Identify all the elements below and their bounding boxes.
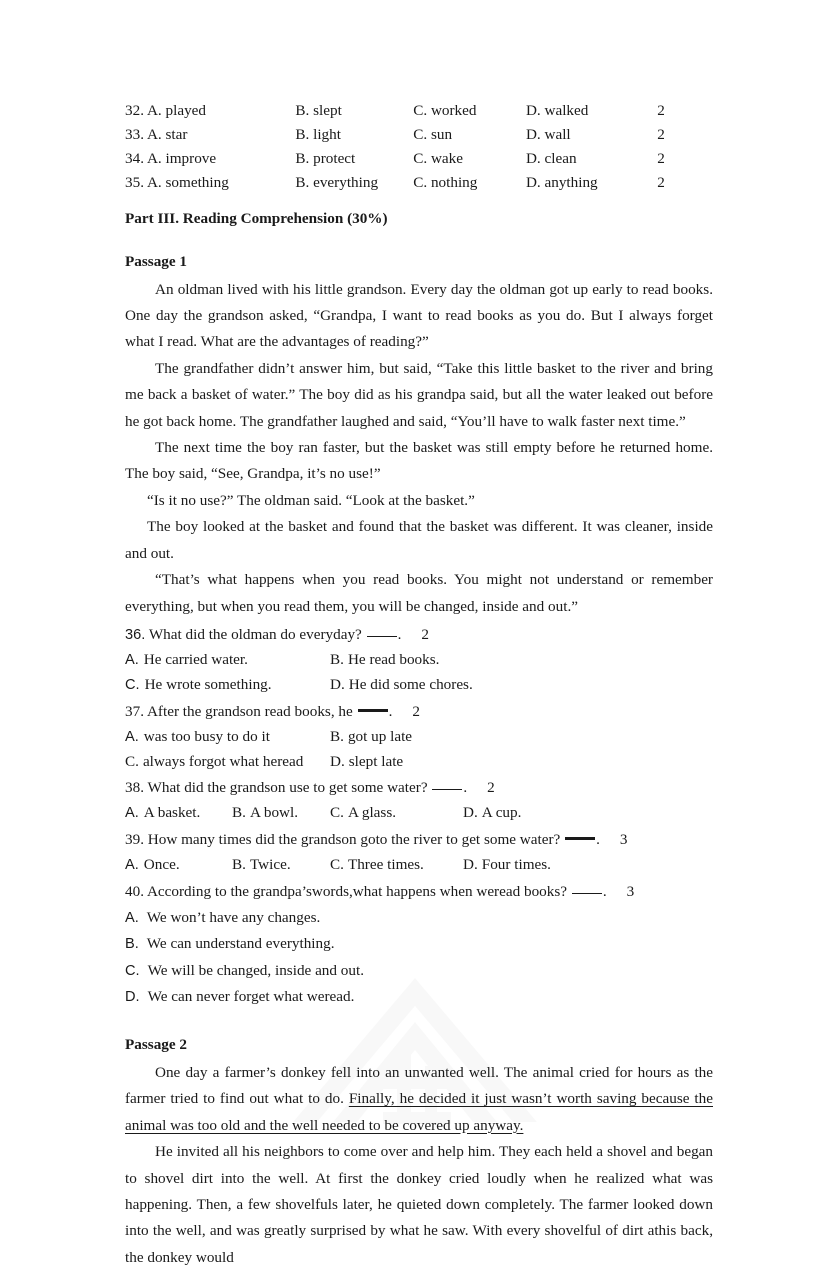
cloze-options-table [125,100,713,196]
cloze-item-number: 34. [125,149,144,167]
option-label: D. [125,989,140,1006]
option-text: We can understand everything. [146,935,335,953]
answer-blank[interactable] [572,893,602,894]
answer-blank[interactable] [432,789,462,790]
cloze-score: 2 [657,173,665,191]
passage-1-questions [125,623,713,1010]
option-row [125,648,713,672]
option-row [125,801,713,825]
answer-option[interactable] [125,725,330,749]
cloze-option-b: B. slept [295,102,342,119]
question-text: How many times did the grandson goto the river to get some water? [147,830,561,848]
table-row [125,100,713,124]
option-label: D. [330,675,345,693]
cloze-option-a: A. something [146,173,229,191]
option-row [125,750,713,773]
answer-option[interactable] [330,725,412,749]
question-line [125,700,713,724]
option-text: He read books. [347,650,440,668]
question-trailing-punctuation: . [602,882,607,900]
question-text: What did the grandson use to get some water? [147,778,428,796]
answer-option[interactable] [330,801,463,825]
option-label: A. [125,804,139,821]
option-text: Four times. [481,855,551,873]
table-row [125,172,713,196]
option-label: D. [463,855,478,873]
cloze-item-number: 32. [125,102,144,119]
question-number: 37. [125,702,144,720]
cloze-score: 2 [657,125,665,143]
option-label: B. [330,650,344,668]
option-text: We won’t have any changes. [146,908,321,926]
option-text: A bowl. [249,803,299,821]
answer-option[interactable] [232,801,330,825]
option-text: A basket. [143,803,201,821]
question-line [125,828,713,852]
cloze-item-number: 35. [125,173,144,191]
option-text: Twice. [249,855,291,873]
option-label: C. [330,803,344,821]
cloze-option-a: A. played [146,102,206,119]
cloze-option-d: D. wall [525,125,571,143]
cloze-option-d: D. clean [525,149,577,167]
question-line [125,776,713,800]
passage-1-paragraph: The boy looked at the basket and found that the basket was different. It was cleaner, inside and out. [125,518,713,562]
cloze-item-number-and-option-a [125,124,295,148]
option-label: B. [232,855,246,873]
cloze-option-a: A. star [146,125,188,143]
option-label: C. [125,676,140,693]
question-line [125,880,713,904]
answer-blank[interactable] [358,709,388,712]
option-label: B. [330,727,344,745]
question-number: 36. [125,626,146,643]
answer-option[interactable] [125,959,713,984]
question-number: 39. [125,830,144,848]
option-row [125,725,713,749]
option-label: D. [463,803,478,821]
option-text: slept late [348,752,404,770]
passage-2-heading: Passage 2 [125,1035,188,1053]
question-text: What did the oldman do everyday? [148,625,362,643]
answer-blank[interactable] [565,837,595,840]
question-score: 2 [412,702,420,720]
part-iii-heading: Part III. Reading Comprehension (30%) [125,209,388,227]
question-number: 38. [125,778,144,796]
question-text: After the grandson read books, he [146,702,353,720]
passage-1-paragraph: The grandfather didn’t answer him, but said, “Take this little basket to the river and bring me back a basket of water.” The boy did as his grandpa said, but all the water leaked out before he got back home. The grandfather laughed and said, “You’ll have to walk faster next time.” [125,359,713,430]
passage-1-paragraph: The next time the boy ran faster, but the basket was still empty before he returned home. The boy said, “See, Grandpa, it’s no use!” [125,439,713,483]
answer-option[interactable] [125,906,713,931]
cloze-option-d: D. anything [525,173,598,191]
option-label: C. [125,752,139,770]
answer-option[interactable] [125,985,713,1010]
question-trailing-punctuation: . [397,625,402,643]
table-row [125,124,713,148]
option-label: A. [125,728,139,745]
answer-option[interactable] [463,801,521,825]
answer-blank[interactable] [367,636,397,637]
passage-2-text-plain: One day a farmer’s donkey fell into an unwanted well. The animal cried for hours as the farmer tried to find out what to do. [125,1063,713,1108]
question-number: 40. [125,882,144,900]
option-text: We will be changed, inside and out. [147,961,364,979]
answer-option[interactable] [125,648,330,672]
cloze-option-c: C. worked [413,102,477,119]
answer-option[interactable] [463,853,551,877]
option-text: got up late [347,727,413,745]
option-text: He did some chores. [348,675,473,693]
answer-option[interactable] [330,853,463,877]
answer-option[interactable] [125,750,330,773]
answer-option[interactable] [330,750,403,773]
option-text: A cup. [481,803,522,821]
cloze-item-number-and-option-a [125,100,295,124]
passage-2-paragraph-2: He invited all his neighbors to come over and help him. They each held a shovel and began to shovel dirt into the well. At first the donkey cried loudly when he realized what was happening. Then, a few shovelfuls later, he quieted down completely. The farmer looked down into the well, and was greatly surprised by what he saw. With every shovelful of dirt athis back, the donkey would [125,1143,713,1266]
option-text: Once. [143,855,180,873]
option-text: A glass. [347,803,397,821]
answer-option[interactable] [125,673,330,697]
cloze-option-c: C. wake [413,149,463,167]
answer-option[interactable] [232,853,330,877]
answer-option[interactable] [330,673,473,697]
question-text: According to the grandpa’swords,what happens when weread books? [146,882,568,900]
option-row [125,673,713,697]
option-text: Three times. [347,855,424,873]
cloze-option-d: D. walked [525,102,589,119]
passage-1-paragraph: An oldman lived with his little grandson. Every day the oldman got up early to read books. One day the grandson asked, “Grandpa, I want to read books as you do. But I always forget what I read. What are the advantages of reading?” [125,280,713,351]
cloze-option-c: C. sun [413,125,453,143]
option-text: always forgot what heread [142,752,304,770]
option-label: D. [330,752,345,770]
option-label: A. [125,909,139,926]
passage-2-text-underlined: Finally, he decided it just wasn’t worth saving because the animal was too old and the well needed to be covered up anyway. [125,1090,713,1134]
option-label: C. [330,855,344,873]
question-score: 2 [421,625,429,643]
question-score: 3 [619,830,628,848]
passage-2-paragraph-1 [125,1060,713,1139]
question-score: 2 [487,778,495,796]
cloze-option-c: C. nothing [413,173,478,191]
question-trailing-punctuation: . [463,778,468,796]
cloze-option-b: B. everything [295,173,379,191]
option-text: He wrote something. [144,675,272,693]
option-label: A. [125,651,139,668]
cloze-item-number: 33. [125,125,144,143]
option-label: B. [125,936,139,953]
cloze-item-number-and-option-a [125,148,295,172]
option-text: We can never forget what weread. [147,988,355,1006]
answer-option[interactable] [125,932,713,957]
passage-1-paragraph: “That’s what happens when you read books. You might not understand or remember everything, but when you read them, you will be changed, inside and out.” [125,571,713,615]
question-trailing-punctuation: . [388,702,393,720]
answer-option[interactable] [125,801,232,825]
question-trailing-punctuation: . [596,830,600,848]
option-row [125,853,713,877]
option-text: He carried water. [143,650,248,668]
passage-1-heading: Passage 1 [125,252,188,270]
page-content [125,100,713,1271]
passage-1-paragraph: “Is it no use?” The oldman said. “Look at the basket.” [147,491,475,509]
cloze-option-b: B. protect [295,149,356,167]
option-label: C. [125,962,140,979]
cloze-score: 2 [657,149,665,167]
question-score: 3 [626,882,635,900]
answer-option[interactable] [330,648,439,672]
option-text: was too busy to do it [143,727,270,745]
question-line [125,623,713,647]
option-label: A. [125,856,139,873]
answer-option[interactable] [125,853,232,877]
option-label: B. [232,803,246,821]
cloze-option-b: B. light [295,125,341,143]
cloze-option-a: A. improve [146,149,217,167]
table-row [125,148,713,172]
cloze-item-number-and-option-a [125,172,295,196]
cloze-score: 2 [657,102,665,119]
